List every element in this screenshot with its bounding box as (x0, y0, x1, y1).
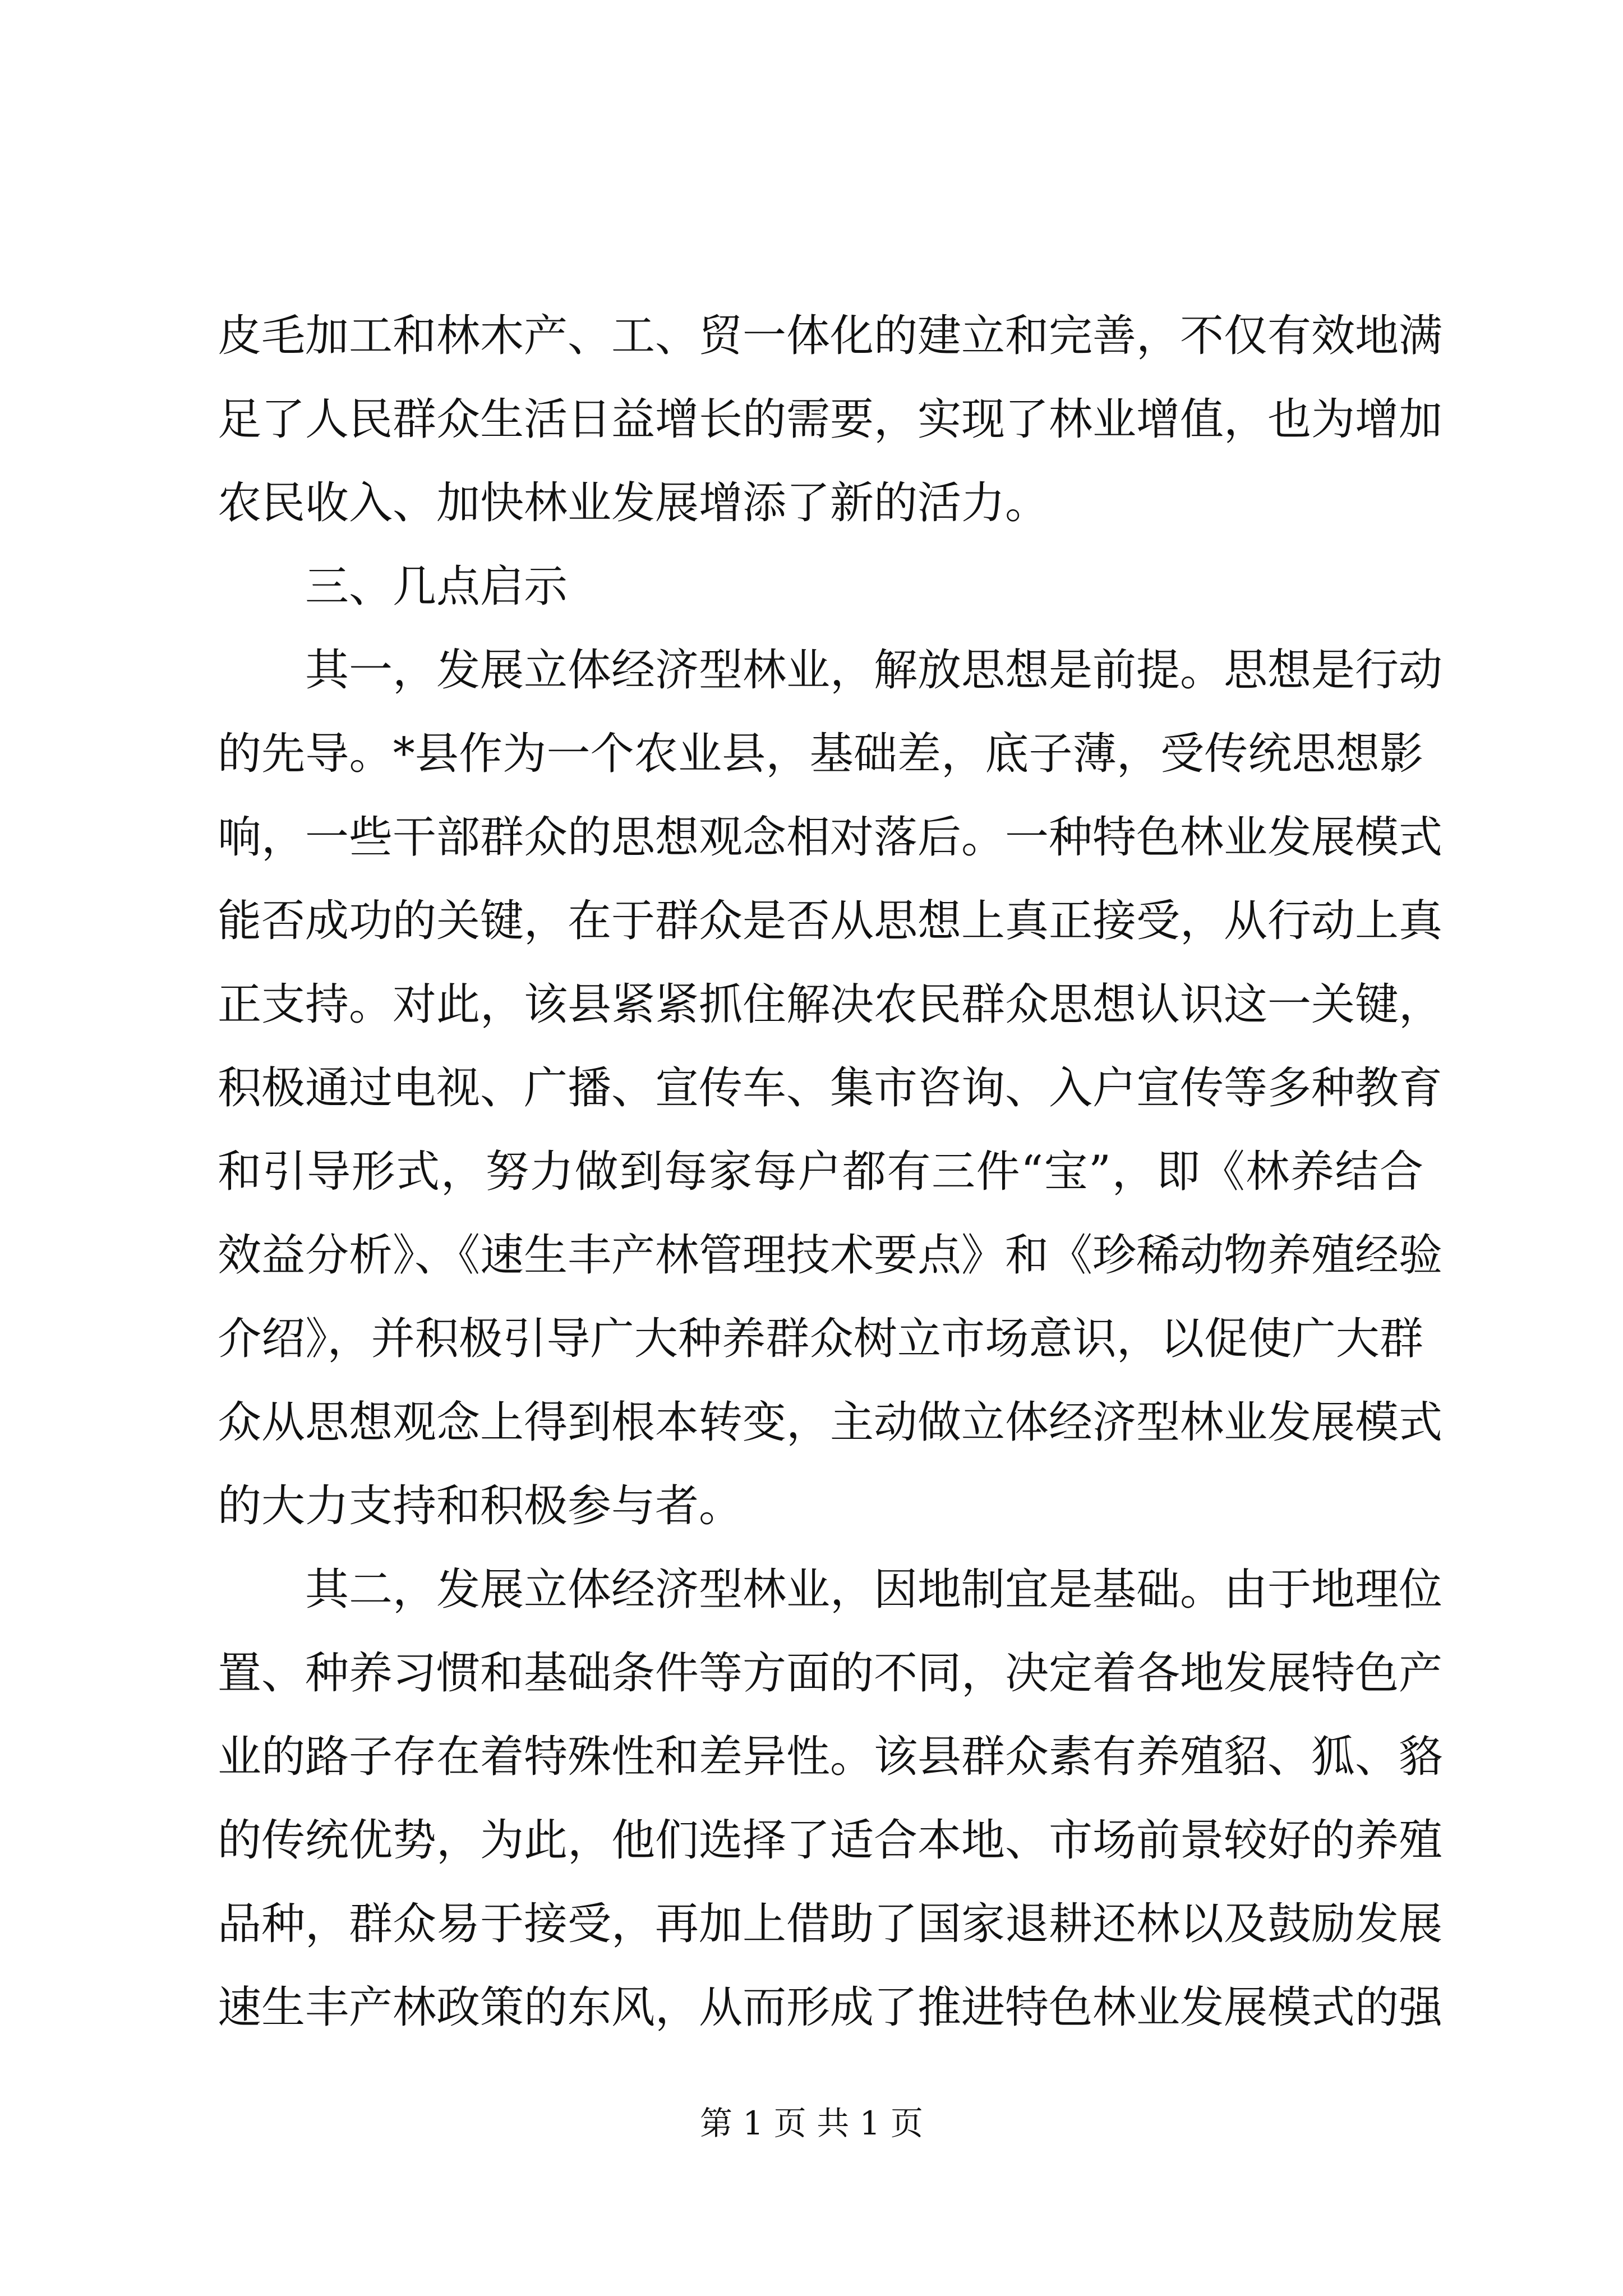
text-line: 其一，发展立体经济型林业，解放思想是前提。思想是行动 (305, 645, 1443, 696)
section-heading: 三、几点启示 (305, 562, 568, 612)
text-line: 效益分析》、《速生丰产林管理技术要点》和《珍稀动物养殖经验 (218, 1230, 1443, 1281)
page-number: 第 1 页 共 1 页 (700, 2104, 923, 2142)
text-line: 众从思想观念上得到根本转变，主动做立体经济型林业发展模式 (218, 1397, 1443, 1448)
page-footer (0, 2104, 1623, 2143)
text-line: 其二，发展立体经济型林业，因地制宜是基础。由于地理位 (305, 1565, 1443, 1615)
text-line: 的传统优势，为此，他们选择了适合本地、市场前景较好的养殖 (218, 1815, 1443, 1866)
text-line: 足了人民群众生活日益增长的需要，实现了林业增值，也为增加 (218, 394, 1443, 445)
text-line: 置、种养习惯和基础条件等方面的不同，决定着各地发展特色产 (218, 1648, 1443, 1699)
text-line: 的先导。*县作为一个农业县，基础差，底子薄，受传统思想影 (218, 729, 1423, 779)
text-line: 能否成功的关键，在于群众是否从思想上真正接受，从行动上真 (218, 896, 1443, 946)
text-line: 业的路子存在着特殊性和差异性。该县群众素有养殖貂、狐、貉 (218, 1732, 1443, 1782)
text-line: 积极通过电视、广播、宣传车、集市咨询、入户宣传等多种教育 (218, 1063, 1443, 1114)
text-line: 速生丰产林政策的东风，从而形成了推进特色林业发展模式的强 (218, 1982, 1443, 2033)
text-line: 响，一些干部群众的思想观念相对落后。一种特色林业发展模式 (218, 812, 1443, 863)
text-line: 皮毛加工和林木产、工、贸一体化的建立和完善，不仅有效地满 (218, 311, 1443, 361)
text-line: 和引导形式，努力做到每家每户都有三件“宝”，即《林养结合 (218, 1147, 1423, 1197)
text-line: 介绍》，并积极引导广大种养群众树立市场意识，以促使广大群 (218, 1314, 1423, 1364)
text-line: 农民收入、加快林业发展增添了新的活力。 (218, 478, 1049, 528)
text-line: 正支持。对此，该县紧紧抓住解决农民群众思想认识这一关键， (218, 979, 1443, 1030)
text-line: 的大力支持和积极参与者。 (218, 1481, 743, 1531)
document-body (218, 295, 1443, 2050)
text-line: 品种，群众易于接受，再加上借助了国家退耕还林以及鼓励发展 (218, 1899, 1443, 1949)
